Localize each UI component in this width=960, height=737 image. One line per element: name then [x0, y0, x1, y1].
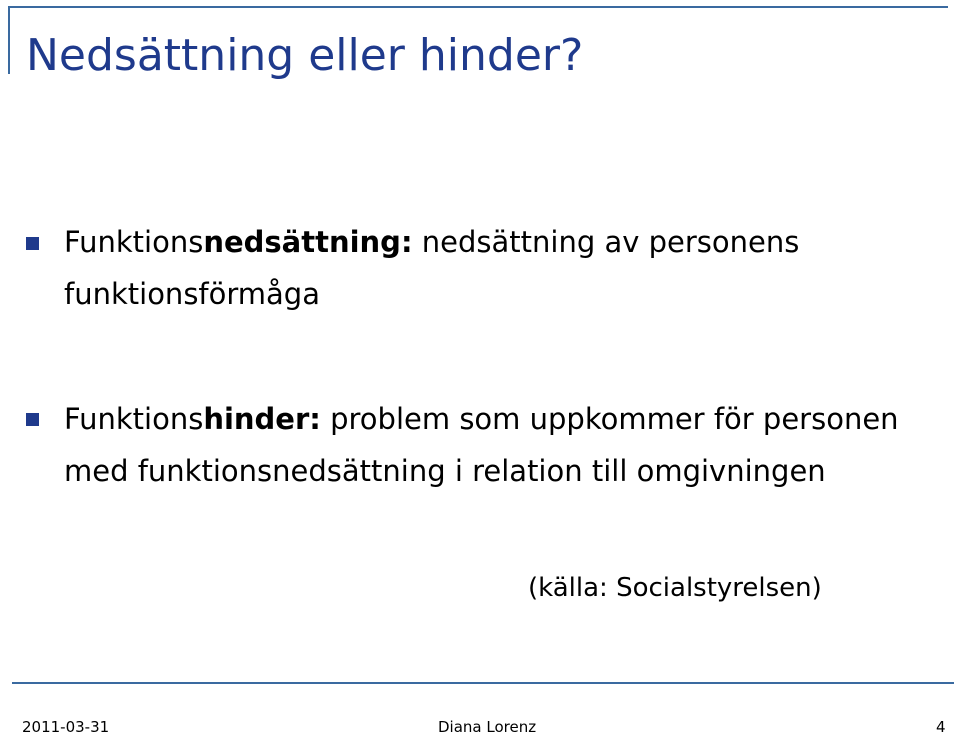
bullet-term-colon: :: [309, 402, 321, 436]
bullet-term-bold: hinder: [203, 402, 310, 436]
bullet-item-funktionsnedsattning: [64, 216, 924, 320]
bullet-definition: nedsättning av personens funktionsförmåga: [64, 225, 800, 311]
footer-author: Diana Lorenz: [438, 718, 537, 736]
bullet-item-funktionshinder: [64, 393, 924, 497]
source-citation: (källa: Socialstyrelsen): [528, 573, 822, 603]
bullet-term-prefix: Funktions: [64, 225, 204, 259]
bullet-definition: problem som uppkommer för personen med funktionsnedsättning i relation till omgivningen: [64, 402, 899, 488]
frame-line-horizontal: [8, 6, 948, 8]
bullet-term-bold: nedsättning: [203, 225, 401, 259]
bullet-term-prefix: Funktions: [64, 402, 204, 436]
footer-divider: [12, 682, 954, 684]
square-bullet-icon: [26, 413, 39, 426]
square-bullet-icon: [26, 237, 39, 250]
footer-page-number: 4: [936, 718, 946, 736]
frame-line-vertical: [8, 6, 10, 74]
footer-date: 2011-03-31: [22, 718, 110, 736]
slide-title: Nedsättning eller hinder?: [26, 30, 584, 81]
bullet-term-colon: :: [400, 225, 413, 259]
